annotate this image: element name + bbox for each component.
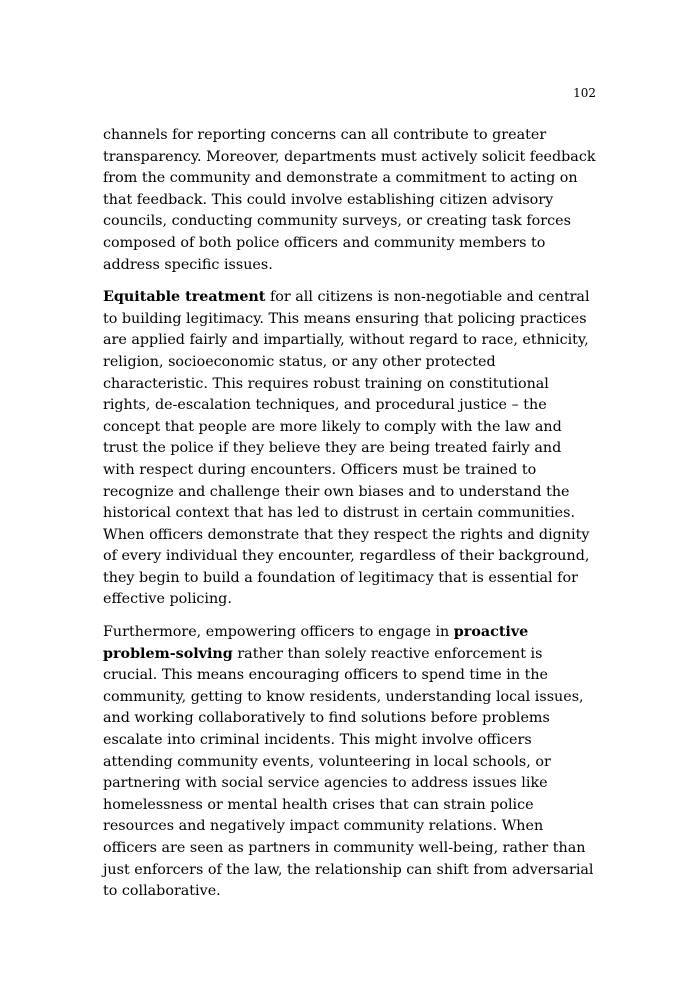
paragraph-text: channels for reporting concerns can all contribute to greater transparency. Moreover, departments must actively solicit feedback from the community and demonstrate a commitment to acting on that feedback. This could involve establishing citizen advisory councils, conducting community surveys, or creating task forces composed of both police officers and community members to address specific issues. [103,127,596,273]
bold-term-proactive-problem-solving: proactive problem-solving [103,624,529,662]
paragraph-proactive-problem-solving [103,622,597,903]
paragraph-equitable-treatment [103,287,597,611]
paragraph-text: for all citizens is non-negotiable and central to building legitimacy. This means ensuring that policing practices are applied fairly and impartially, without regard to race, ethnicity, religion, socioeconomic status, or any other protected characteristic. This requires robust training on constitutional rights, de-escalation techniques, and procedural justice – the concept that people are more likely to comply with the law and trust the police if they believe they are being treated fairly and with respect during encounters. Officers must be trained to recognize and challenge their own biases and to understand the historical context that has led to distrust in certain communities. When officers demonstrate that they respect the rights and dignity of every individual they encounter, regardless of their background, they begin to build a foundation of legitimacy that is essential for effective policing. [103,289,590,608]
body-text [103,125,597,914]
page-number: 102 [573,86,596,100]
paragraph-transparency [103,125,597,276]
bold-term-equitable-treatment: Equitable treatment [103,289,266,306]
paragraph-text: rather than solely reactive enforcement is crucial. This means encouraging officers to spend time in the community, getting to know residents, understanding local issues, and working collaboratively to find solutions before problems escalate into criminal incidents. This might involve officers attending community events, volunteering in local schools, or partnering with social service agencies to address issues like homelessness or mental health crises that can strain police resources and negatively impact community relations. When officers are seen as partners in community well-being, rather than just enforcers of the law, the relationship can shift from adversarial to collaborative. [103,645,594,900]
paragraph-lead-text: Furthermore, empowering officers to engage in [103,624,454,641]
